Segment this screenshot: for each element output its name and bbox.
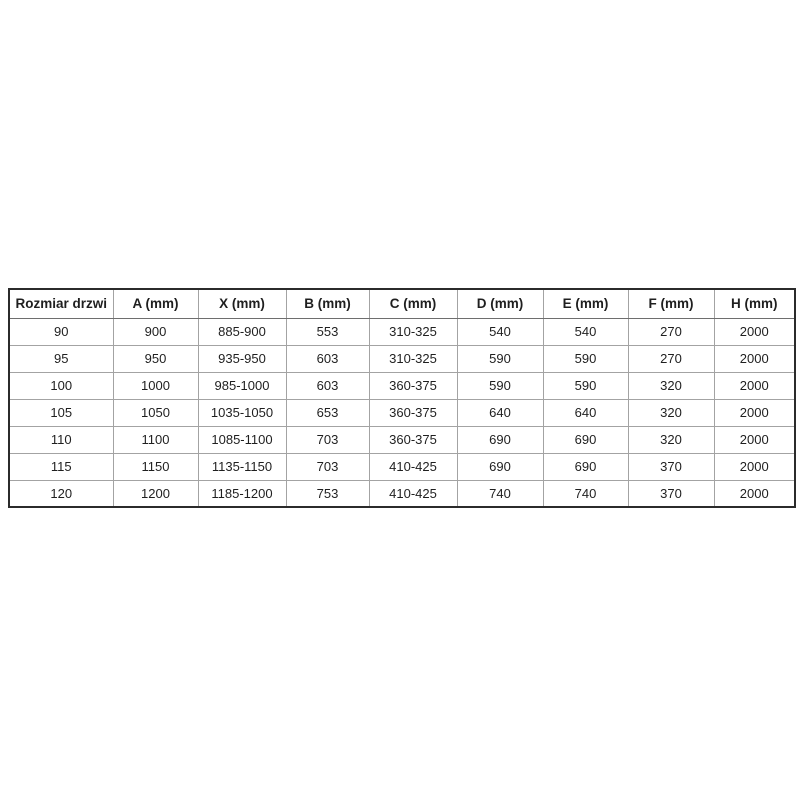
table-cell: 320 [628,372,714,399]
table-cell: 1000 [113,372,198,399]
table-cell: 2000 [714,453,795,480]
table-row [9,426,795,453]
table-cell: 753 [286,480,369,507]
table-cell: 740 [543,480,628,507]
table-cell: 2000 [714,480,795,507]
table-cell: 900 [113,318,198,345]
column-header: X (mm) [198,289,286,318]
table-cell: 2000 [714,399,795,426]
column-header: E (mm) [543,289,628,318]
table-cell: 2000 [714,426,795,453]
table-cell: 370 [628,480,714,507]
table-cell: 1135-1150 [198,453,286,480]
table-cell: 370 [628,453,714,480]
table-cell: 2000 [714,318,795,345]
table-row [9,345,795,372]
table-cell: 320 [628,426,714,453]
table-cell: 540 [543,318,628,345]
column-header: F (mm) [628,289,714,318]
table-cell: 690 [457,453,543,480]
table-cell: 2000 [714,345,795,372]
column-header: A (mm) [113,289,198,318]
table-cell: 310-325 [369,345,457,372]
table-cell: 360-375 [369,426,457,453]
table-cell: 935-950 [198,345,286,372]
column-header: D (mm) [457,289,543,318]
table-cell: 690 [543,426,628,453]
table-cell: 885-900 [198,318,286,345]
table-cell: 950 [113,345,198,372]
table-cell: 640 [457,399,543,426]
column-header: B (mm) [286,289,369,318]
table-cell: 110 [9,426,113,453]
table-cell: 360-375 [369,399,457,426]
header-row [9,289,795,318]
table-row [9,399,795,426]
table-cell: 540 [457,318,543,345]
table-cell: 270 [628,345,714,372]
table-cell: 105 [9,399,113,426]
table-cell: 590 [543,345,628,372]
table-cell: 690 [457,426,543,453]
table-cell: 590 [543,372,628,399]
table-cell: 115 [9,453,113,480]
table-cell: 310-325 [369,318,457,345]
table-cell: 360-375 [369,372,457,399]
table-cell: 95 [9,345,113,372]
table-cell: 690 [543,453,628,480]
table-cell: 320 [628,399,714,426]
table-cell: 653 [286,399,369,426]
table-cell: 985-1000 [198,372,286,399]
table-cell: 640 [543,399,628,426]
table-cell: 703 [286,453,369,480]
table-cell: 1185-1200 [198,480,286,507]
column-header: Rozmiar drzwi [9,289,113,318]
table-cell: 1085-1100 [198,426,286,453]
table-row [9,318,795,345]
table-cell: 590 [457,345,543,372]
table-cell: 553 [286,318,369,345]
table-row [9,372,795,399]
table-cell: 90 [9,318,113,345]
table-cell: 120 [9,480,113,507]
table-cell: 740 [457,480,543,507]
table-cell: 1050 [113,399,198,426]
door-size-specification-table [8,288,796,508]
table-cell: 1200 [113,480,198,507]
table-body [9,318,795,507]
column-header: C (mm) [369,289,457,318]
table-cell: 603 [286,345,369,372]
table-cell: 100 [9,372,113,399]
table-cell: 1035-1050 [198,399,286,426]
table-row [9,480,795,507]
table-cell: 1150 [113,453,198,480]
spec-table-container [8,288,796,508]
table-cell: 603 [286,372,369,399]
table-cell: 270 [628,318,714,345]
table-cell: 410-425 [369,480,457,507]
table-cell: 2000 [714,372,795,399]
table-cell: 410-425 [369,453,457,480]
table-cell: 590 [457,372,543,399]
table-cell: 703 [286,426,369,453]
table-cell: 1100 [113,426,198,453]
table-row [9,453,795,480]
column-header: H (mm) [714,289,795,318]
